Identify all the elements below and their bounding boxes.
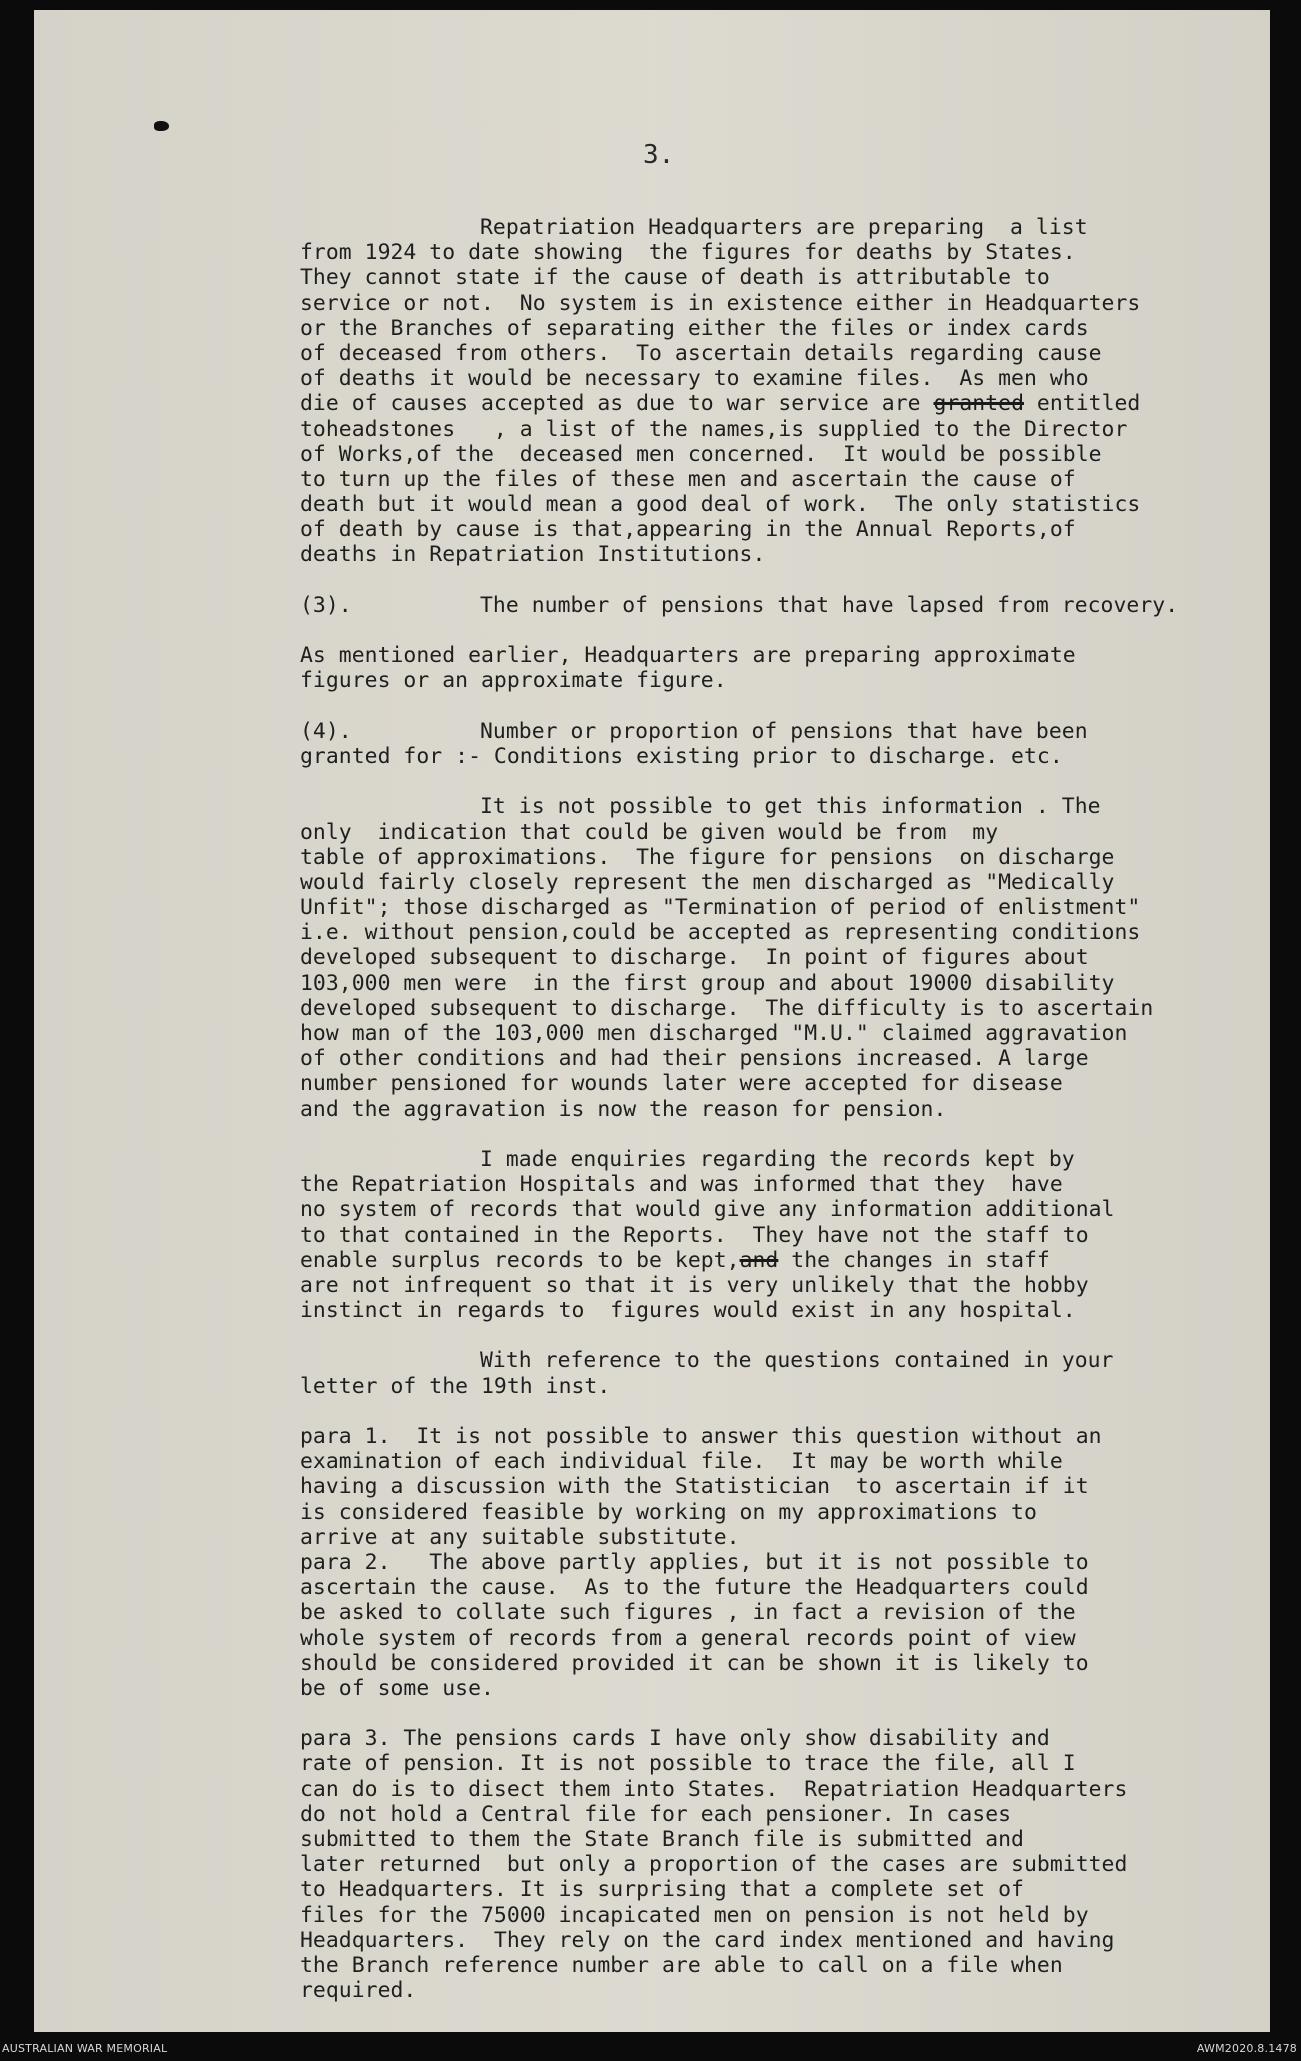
item-3-heading xyxy=(300,593,1300,618)
text-line: It is not possible to get this information . The xyxy=(480,794,1101,820)
struck-word: granted xyxy=(933,391,1024,417)
text-line: the Repatriation Hospitals and was informed that they have xyxy=(300,1172,1063,1198)
text-line: to Headquarters. It is surprising that a complete set of xyxy=(300,1877,1024,1903)
text-line: number pensioned for wounds later were accepted for disease xyxy=(300,1071,1063,1097)
text-line: of Works,of the deceased men concerned. It would be possible xyxy=(300,441,1102,467)
text-line: Headquarters. They rely on the card index mentioned and having xyxy=(300,1927,1115,1953)
text-line: of death by cause is that,appearing in the Annual Reports,of xyxy=(300,517,1076,543)
text-line: are not infrequent so that it is very unlikely that the hobby xyxy=(300,1272,1089,1298)
text-line: They cannot state if the cause of death is attributable to xyxy=(300,265,1050,291)
text-line: the Branch reference number are able to call on a file when xyxy=(300,1952,1063,1978)
text-line: would fairly closely represent the men discharged as "Medically xyxy=(300,869,1115,895)
text-line: required. xyxy=(300,1978,417,2004)
text-line: toheadstones , a list of the names,is supplied to the Director xyxy=(300,416,1128,442)
text-line: ascertain the cause. As to the future the Headquarters could xyxy=(300,1575,1089,1601)
struck-word: and xyxy=(739,1247,779,1273)
text-line: how man of the 103,000 men discharged "M.U." claimed aggravation xyxy=(300,1021,1128,1046)
text-line: I made enquiries regarding the records kept by xyxy=(480,1146,1075,1172)
text-segment: entitled xyxy=(1024,391,1141,417)
text-line: to that contained in the Reports. They have not the staff to xyxy=(300,1222,1089,1248)
text-line: With reference to the questions contained in your xyxy=(480,1348,1114,1374)
text-line: death but it would mean a good deal of work. The only statistics xyxy=(300,492,1141,518)
text-segment: the changes in staff xyxy=(778,1247,1050,1273)
text-segment: enable surplus records to be kept, xyxy=(300,1247,740,1273)
text-line: arrive at any suitable substitute. xyxy=(300,1524,740,1550)
text-line: service or not. No system is in existence either in Headquarters xyxy=(300,290,1141,316)
text-line: submitted to them the State Branch file is submitted and xyxy=(300,1827,1024,1852)
text-line: para 2. The above partly applies, but it is not possible to xyxy=(300,1549,1089,1575)
text-line: rate of pension. It is not possible to trace the file, all I xyxy=(300,1751,1076,1777)
text-line: be of some use. xyxy=(300,1675,494,1701)
item-4-heading xyxy=(300,719,1300,744)
text-line: figures or an approximate figure. xyxy=(300,668,727,694)
text-line: from 1924 to date showing the figures for deaths by States. xyxy=(300,240,1076,266)
text-line: or the Branches of separating either the files or index cards xyxy=(300,315,1089,341)
text-line: Unfit"; those discharged as "Termination of period of enlistment" xyxy=(300,895,1141,921)
item-text: Number or proportion of pensions that have been xyxy=(480,718,1088,744)
text-line xyxy=(300,391,1300,416)
text-line: deaths in Repatriation Institutions. xyxy=(300,542,766,568)
text-line: table of approximations. The figure for pensions on discharge xyxy=(300,844,1115,870)
punch-hole xyxy=(154,121,169,131)
text-line: to turn up the files of these men and ascertain the cause of xyxy=(300,466,1076,492)
text-line: of deceased from others. To ascertain details regarding cause xyxy=(300,340,1102,366)
text-line: of other conditions and had their pensions increased. A large xyxy=(300,1046,1089,1072)
document-page xyxy=(34,10,1270,2032)
text-line: should be considered provided it can be shown it is likely to xyxy=(300,1650,1089,1676)
text-line: do not hold a Central file for each pensioner. In cases xyxy=(300,1801,1012,1827)
text-line: instinct in regards to figures would exist in any hospital. xyxy=(300,1298,1076,1324)
item-text: The number of pensions that have lapsed from recovery. xyxy=(480,592,1179,618)
text-line: and the aggravation is now the reason for pension. xyxy=(300,1096,947,1122)
text-line: examination of each individual file. It may be worth while xyxy=(300,1449,1063,1475)
page-number: 3. xyxy=(643,140,675,170)
text-line xyxy=(300,1248,1300,1273)
text-line: can do is to disect them into States. Repatriation Headquarters xyxy=(300,1776,1128,1802)
text-line: files for the 75000 incapicated men on pension is not held by xyxy=(300,1902,1089,1928)
text-line: i.e. without pension,could be accepted as representing conditions xyxy=(300,920,1141,946)
text-line: no system of records that would give any information additional xyxy=(300,1197,1115,1223)
text-line: only indication that could be given would be from my xyxy=(300,819,999,845)
footer-reference: AWM2020.8.1478 xyxy=(1196,2042,1297,2055)
letter-body xyxy=(300,215,1300,2003)
text-line: of deaths it would be necessary to examine files. As men who xyxy=(300,366,1089,392)
item-number: (3). xyxy=(300,592,352,618)
text-line: whole system of records from a general records point of view xyxy=(300,1625,1076,1651)
text-segment: die of causes accepted as due to war service are xyxy=(300,391,921,417)
text-line: be asked to collate such figures , in fact a revision of the xyxy=(300,1600,1076,1626)
text-line: 103,000 men were in the first group and about 19000 disability xyxy=(300,970,1115,996)
item-number: (4). xyxy=(300,718,352,744)
text-line: developed subsequent to discharge. In point of figures about xyxy=(300,945,1089,971)
text-line: having a discussion with the Statistician to ascertain if it xyxy=(300,1474,1089,1500)
text-line: Repatriation Headquarters are preparing a list xyxy=(480,215,1088,240)
text-line: later returned but only a proportion of the cases are submitted xyxy=(300,1852,1128,1878)
text-line: para 1. It is not possible to answer this question without an xyxy=(300,1424,1102,1449)
footer-credit: AUSTRALIAN WAR MEMORIAL xyxy=(2,2042,168,2055)
text-line: para 3. The pensions cards I have only show disability and xyxy=(300,1726,1050,1752)
text-line: As mentioned earlier, Headquarters are preparing approximate xyxy=(300,643,1076,669)
text-line: granted for :- Conditions existing prior to discharge. etc. xyxy=(300,743,1063,769)
text-line: letter of the 19th inst. xyxy=(300,1373,611,1399)
text-line: is considered feasible by working on my approximations to xyxy=(300,1499,1037,1525)
text-line: developed subsequent to discharge. The difficulty is to ascertain xyxy=(300,995,1154,1021)
